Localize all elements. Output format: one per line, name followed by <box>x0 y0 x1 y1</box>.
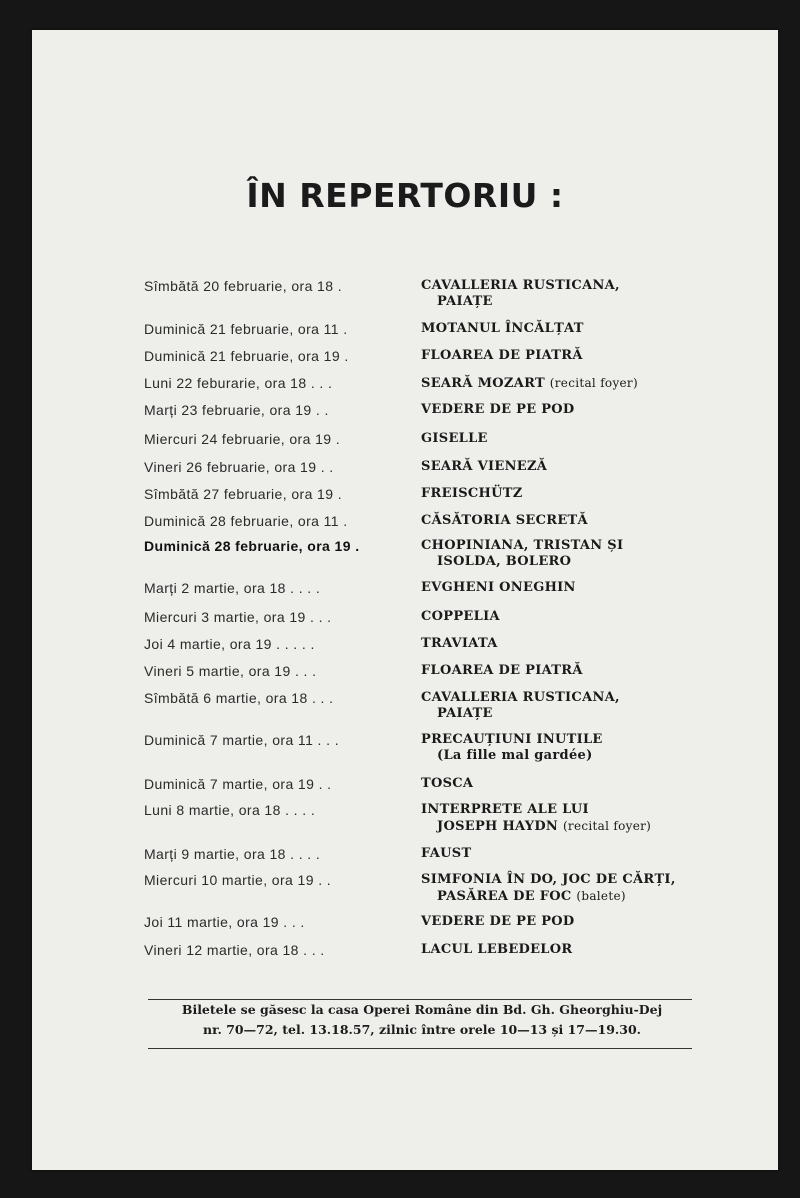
performance-date: Vineri 26 februarie, ora 19 . . <box>144 459 334 475</box>
performance-title-line-1: CAVALLERIA RUSTICANA, <box>421 690 620 705</box>
performance-title-line-2-text: ISOLDA, BOLERO <box>437 554 572 569</box>
performance-title <box>421 846 751 862</box>
performance-date: Duminică 28 februarie, ora 19 . <box>144 538 360 554</box>
performance-title <box>421 459 751 475</box>
performance-title-line-1: MOTANUL ÎNCĂLȚAT <box>421 321 584 336</box>
performance-title <box>421 732 751 764</box>
repertoire-row <box>32 278 778 318</box>
performance-date: Vineri 5 martie, ora 19 . . . <box>144 663 317 679</box>
performance-date: Duminică 28 februarie, ora 11 . <box>144 513 348 529</box>
performance-title-line-1: TRAVIATA <box>421 636 498 651</box>
page-title: ÎN REPERTORIU : <box>246 176 564 215</box>
performance-title-line-1: INTERPRETE ALE LUI <box>421 802 589 817</box>
performance-title-line-1: COPPELIA <box>421 609 500 624</box>
performance-title <box>421 486 751 502</box>
performance-title-line-2-text: PAIAȚE <box>437 294 493 309</box>
performance-title-line-1: PRECAUȚIUNI INUTILE <box>421 732 603 747</box>
performance-title <box>421 278 751 310</box>
ticket-info-line-2: nr. 70—72, tel. 13.18.57, zilnic între orele 10—13 și 17—19.30. <box>203 1022 641 1037</box>
performance-date: Miercuri 24 februarie, ora 19 . <box>144 431 341 447</box>
performance-date: Joi 4 martie, ora 19 . . . . . <box>144 636 315 652</box>
performance-title-line-1: CĂSĂTORIA SECRETĂ <box>421 513 588 528</box>
footer-bottom-rule <box>148 1048 692 1049</box>
program-sheet <box>32 30 778 1170</box>
performance-title <box>421 321 751 337</box>
performance-date: Sîmbătă 27 februarie, ora 19 . <box>144 486 342 502</box>
performance-title-line-1: VEDERE DE PE POD <box>421 914 575 929</box>
performance-date: Duminică 7 martie, ora 19 . . <box>144 776 332 792</box>
performance-date: Sîmbătă 20 februarie, ora 18 . <box>144 278 342 294</box>
performance-title <box>421 538 751 570</box>
performance-title-line-1: FLOAREA DE PIATRĂ <box>421 348 583 363</box>
performance-date: Vineri 12 martie, ora 18 . . . <box>144 942 325 958</box>
performance-date: Marți 23 februarie, ora 19 . . <box>144 402 329 418</box>
repertoire-row <box>32 802 778 842</box>
repertoire-row <box>32 872 778 912</box>
performance-date: Marți 9 martie, ora 18 . . . . <box>144 846 321 862</box>
performance-title-line-1: GISELLE <box>421 431 488 446</box>
performance-title <box>421 375 751 392</box>
performance-date: Duminică 21 februarie, ora 19 . <box>144 348 349 364</box>
performance-title-line-1: EVGHENI ONEGHIN <box>421 580 576 595</box>
performance-note: (balete) <box>576 889 626 903</box>
performance-title-line-1: CAVALLERIA RUSTICANA, <box>421 278 620 293</box>
performance-title <box>421 802 751 835</box>
performance-title <box>421 580 751 596</box>
performance-title <box>421 914 751 930</box>
performance-title-line-2 <box>421 818 751 835</box>
performance-title <box>421 942 751 958</box>
performance-title <box>421 776 751 792</box>
performance-title <box>421 609 751 625</box>
performance-title-line-2 <box>421 294 751 310</box>
performance-title <box>421 431 751 447</box>
performance-title-line-1: SEARĂ MOZART <box>421 376 545 391</box>
performance-title-line-1: CHOPINIANA, TRISTAN ȘI <box>421 538 624 553</box>
performance-date: Luni 8 martie, ora 18 . . . . <box>144 802 316 818</box>
performance-title-line-1: LACUL LEBEDELOR <box>421 942 573 957</box>
performance-date: Duminică 21 februarie, ora 11 . <box>144 321 348 337</box>
performance-date: Marți 2 martie, ora 18 . . . . <box>144 580 321 596</box>
ticket-info-line-1: Biletele se găsesc la casa Operei Române din Bd. Gh. Gheorghiu-Dej <box>181 1002 663 1017</box>
performance-title <box>421 348 751 364</box>
performance-title-line-2-text: PASĂREA DE FOC <box>437 889 572 904</box>
performance-title-line-2-text: JOSEPH HAYDN <box>437 819 559 834</box>
performance-note: (recital foyer) <box>549 376 638 390</box>
performance-title <box>421 663 751 679</box>
performance-title-line-2 <box>421 554 751 570</box>
performance-title-line-1: FAUST <box>421 846 472 861</box>
performance-title-line-1: SEARĂ VIENEZĂ <box>421 459 548 474</box>
repertoire-row <box>32 732 778 772</box>
performance-date: Joi 11 martie, ora 19 . . . <box>144 914 305 930</box>
performance-title-line-2 <box>421 888 751 905</box>
performance-title-line-1: TOSCA <box>421 776 474 791</box>
performance-title-line-1: FREISCHÜTZ <box>421 486 523 501</box>
performance-title <box>421 636 751 652</box>
performance-title-line-2 <box>421 748 751 764</box>
performance-title-line-2-text: (La fille mal gardée) <box>437 748 593 763</box>
performance-title <box>421 872 751 905</box>
performance-title-line-2-text: PAIAȚE <box>437 706 493 721</box>
performance-title <box>421 402 751 418</box>
performance-title <box>421 690 751 722</box>
ticket-info <box>132 1000 712 1040</box>
repertoire-row <box>32 690 778 730</box>
performance-title-line-2 <box>421 706 751 722</box>
repertoire-row <box>32 538 778 578</box>
performance-title-line-1: SIMFONIA ÎN DO, JOC DE CĂRȚI, <box>421 872 676 887</box>
performance-title <box>421 513 751 529</box>
performance-date: Luni 22 feburarie, ora 18 . . . <box>144 375 333 391</box>
performance-date: Miercuri 10 martie, ora 19 . . <box>144 872 332 888</box>
repertoire-row <box>32 942 778 982</box>
performance-note: (recital foyer) <box>562 819 652 833</box>
performance-date: Duminică 7 martie, ora 11 . . . <box>144 732 339 748</box>
performance-date: Sîmbătă 6 martie, ora 18 . . . <box>144 690 334 706</box>
performance-title-line-1: VEDERE DE PE POD <box>421 402 575 417</box>
performance-date: Miercuri 3 martie, ora 19 . . . <box>144 609 332 625</box>
performance-title-line-1: FLOAREA DE PIATRĂ <box>421 663 583 678</box>
